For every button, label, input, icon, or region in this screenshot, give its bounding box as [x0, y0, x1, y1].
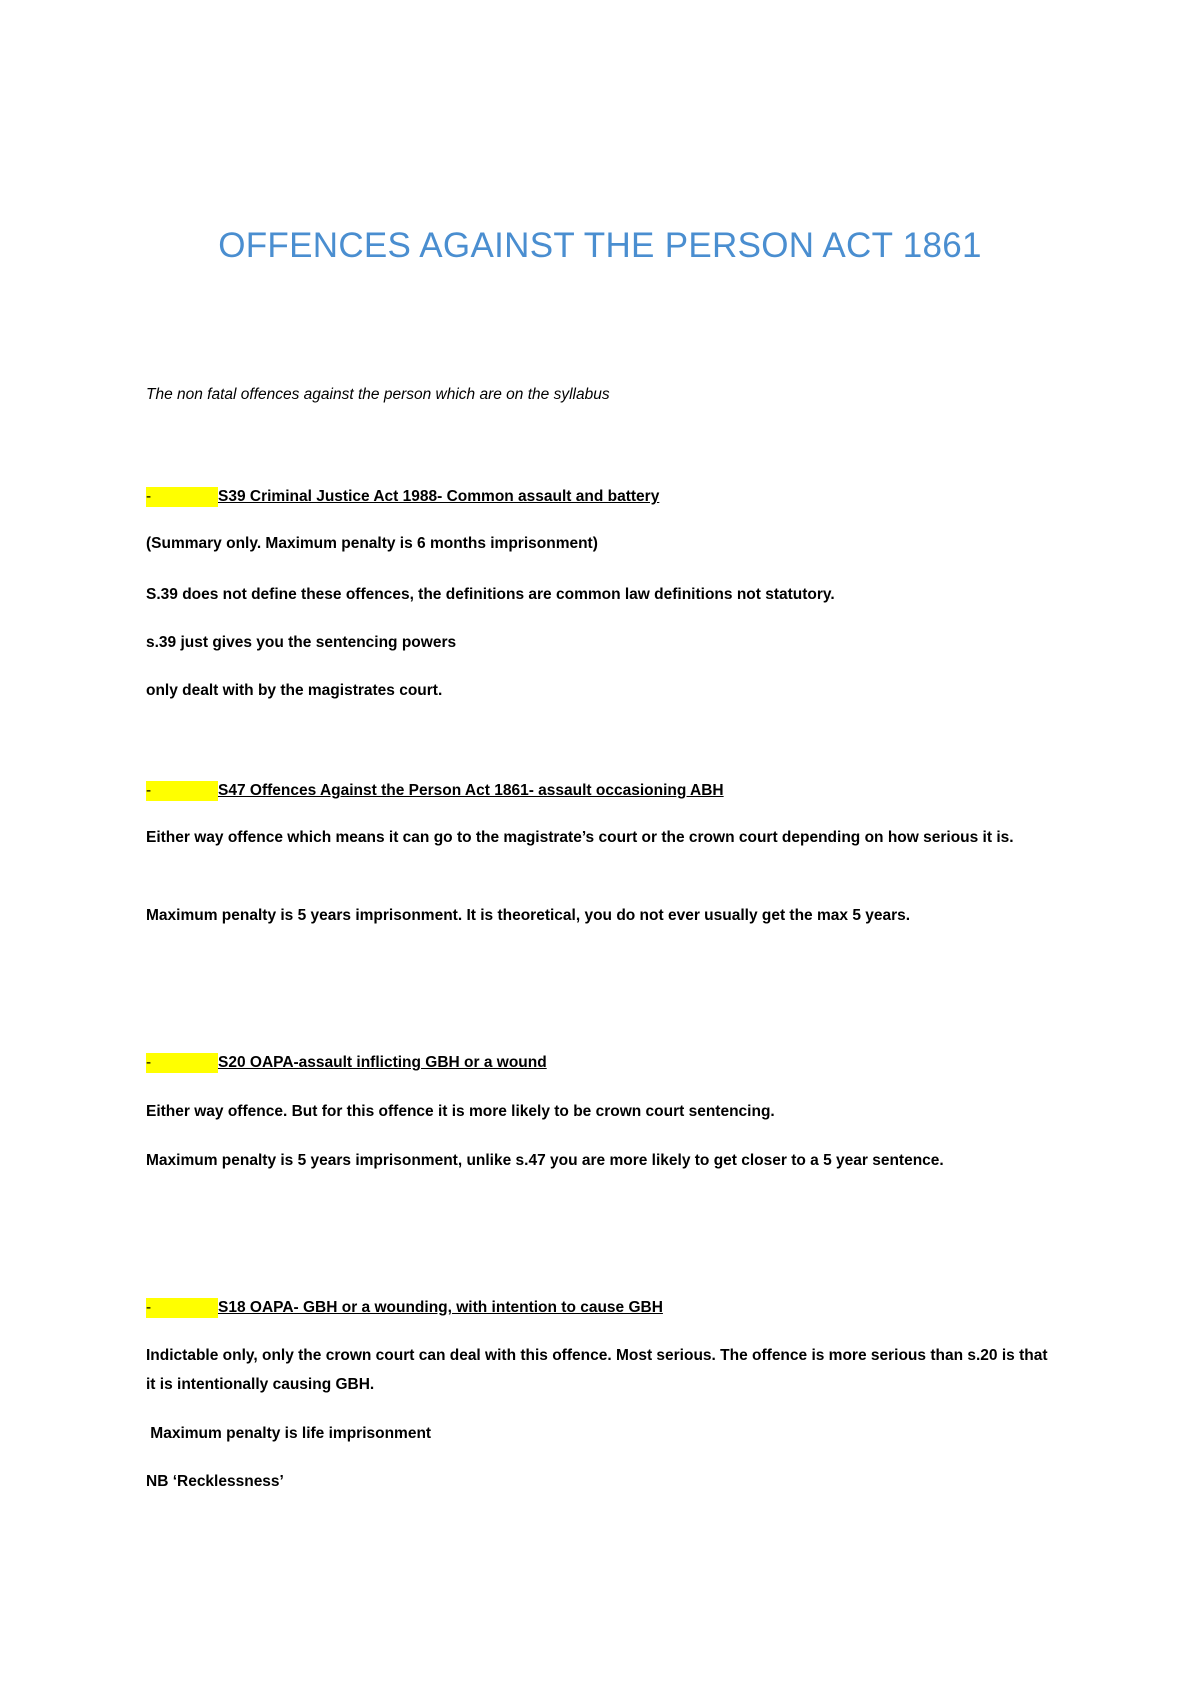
highlighted-bullet: - [146, 1298, 218, 1318]
section-heading-s39 [146, 487, 659, 507]
section-paragraph: (Summary only. Maximum penalty is 6 months imprisonment) [146, 535, 598, 552]
section-heading-s47 [146, 781, 724, 801]
section-paragraph: S.39 does not define these offences, the definitions are common law definitions not statutory. [146, 586, 835, 603]
highlighted-bullet: - [146, 781, 218, 801]
intro-text: The non fatal offences against the person which are on the syllabus [146, 386, 610, 403]
section-paragraph: only dealt with by the magistrates court. [146, 682, 443, 699]
section-heading-text: S20 OAPA-assault inflicting GBH or a wound [218, 1054, 547, 1071]
section-paragraph: Indictable only, only the crown court can deal with this offence. Most serious. The offence is more serious than s.20 is that it is intentionally causing GBH. [146, 1347, 1048, 1393]
highlighted-bullet: - [146, 1053, 218, 1073]
section-heading-text: S47 Offences Against the Person Act 1861- assault occasioning ABH [218, 782, 724, 799]
section-heading-s20 [146, 1053, 547, 1073]
section-paragraph: Maximum penalty is 5 years imprisonment. It is theoretical, you do not ever usually get the max 5 years. [146, 907, 911, 924]
section-paragraph: NB ‘Recklessness’ [146, 1473, 284, 1490]
section-paragraph: Maximum penalty is 5 years imprisonment, unlike s.47 you are more likely to get closer to a 5 year sentence. [146, 1152, 944, 1169]
highlighted-bullet: - [146, 487, 218, 507]
document-title: OFFENCES AGAINST THE PERSON ACT 1861 [218, 226, 982, 265]
section-paragraph: Maximum penalty is life imprisonment [146, 1425, 432, 1442]
section-heading-text: S18 OAPA- GBH or a wounding, with intention to cause GBH [218, 1299, 663, 1316]
section-paragraph: Either way offence which means it can go to the magistrate’s court or the crown court depending on how serious it is. [146, 829, 1014, 846]
section-paragraph: Either way offence. But for this offence it is more likely to be crown court sentencing. [146, 1103, 775, 1120]
section-heading-s18 [146, 1298, 663, 1318]
section-heading-text: S39 Criminal Justice Act 1988- Common assault and battery [218, 488, 660, 505]
section-paragraph: s.39 just gives you the sentencing powers [146, 634, 457, 651]
